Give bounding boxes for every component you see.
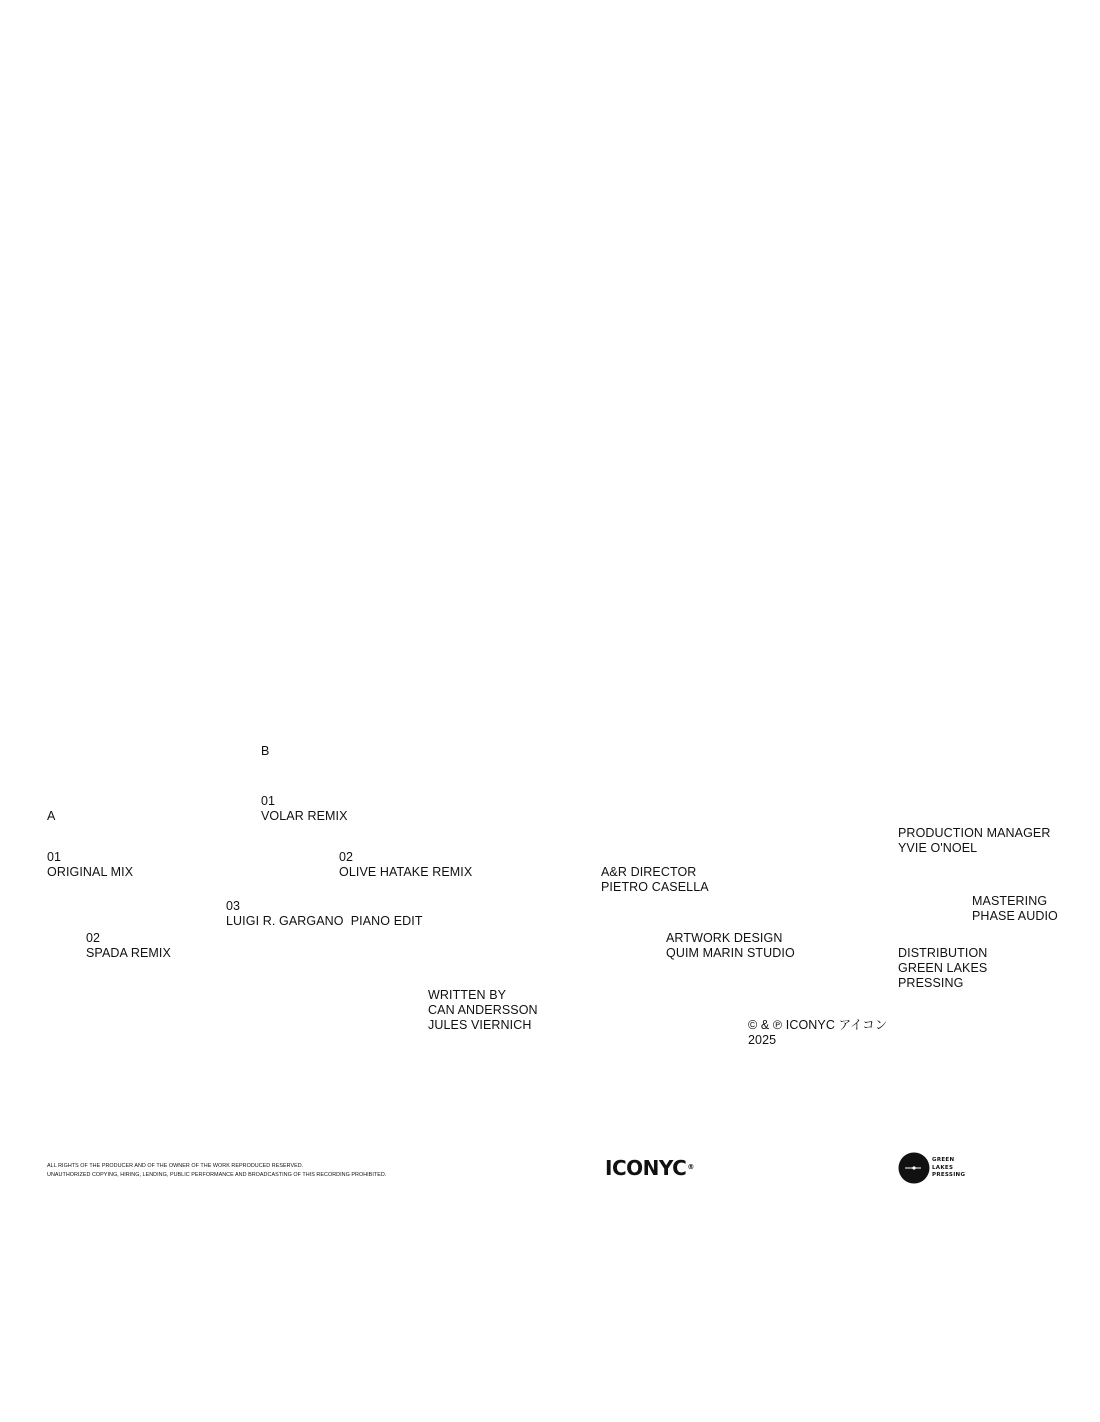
copyright-notice: © & ℗ ICONYC アイコン 2025 [748, 1018, 888, 1047]
credit-name: GREEN LAKES [898, 961, 988, 975]
credit-name: YVIE O'NOEL [898, 841, 978, 855]
iconyc-logo [605, 1157, 694, 1179]
iconyc-logo-text: ICONYC [605, 1156, 687, 1180]
track-number: 02 [339, 850, 354, 864]
credit-role: DISTRIBUTION [898, 946, 988, 960]
registered-mark: ® [687, 1163, 694, 1171]
credit-name: JULES VIERNICH [428, 1018, 532, 1032]
credit-mastering [972, 894, 1058, 924]
track-number: 01 [261, 794, 276, 808]
track-number: 01 [47, 850, 62, 864]
side-b-label: B [261, 744, 270, 758]
credit-name: PHASE AUDIO [972, 909, 1058, 923]
side-a-label: A [47, 809, 56, 823]
green-lakes-pressing-wordmark: GREEN LAKES PRESSING [932, 1157, 966, 1178]
credit-role: ARTWORK DESIGN [666, 931, 783, 945]
track-title: LUIGI R. GARGANO PIANO EDIT [226, 914, 423, 928]
side-b-track-1 [261, 794, 348, 824]
credit-role: MASTERING [972, 894, 1048, 908]
credit-role: PRODUCTION MANAGER [898, 826, 1051, 840]
credit-name: PRESSING [898, 976, 964, 990]
record-circle-icon [898, 1152, 930, 1184]
credit-name: PIETRO CASELLA [601, 880, 709, 894]
legal-notice: ALL RIGHTS OF THE PRODUCER AND OF THE OWNER OF THE WORK REPRODUCED RESERVED. UNAUTHORIZED COPYING, HIRING, LENDING, PUBLIC PERFORMANCE AND BROADCASTING OF THIS RECORDING PROHIBITED. [47, 1163, 387, 1178]
track-number: 03 [226, 899, 241, 913]
credit-role: A&R DIRECTOR [601, 865, 697, 879]
credit-role: WRITTEN BY [428, 988, 507, 1002]
credit-artwork-design [666, 931, 795, 961]
track-title: VOLAR REMIX [261, 809, 348, 823]
side-a-track-2 [86, 931, 171, 961]
side-b-track-3 [226, 899, 423, 929]
side-b-track-2 [339, 850, 472, 880]
credit-name: QUIM MARIN STUDIO [666, 946, 795, 960]
track-title: ORIGINAL MIX [47, 865, 134, 879]
credit-name: CAN ANDERSSON [428, 1003, 538, 1017]
credit-production-manager [898, 826, 1051, 856]
credit-ar-director [601, 865, 709, 895]
track-title: SPADA REMIX [86, 946, 171, 960]
track-title: OLIVE HATAKE REMIX [339, 865, 473, 879]
side-a-track-1 [47, 850, 133, 880]
track-number: 02 [86, 931, 101, 945]
credit-written-by [428, 988, 538, 1033]
credit-distribution [898, 946, 987, 991]
